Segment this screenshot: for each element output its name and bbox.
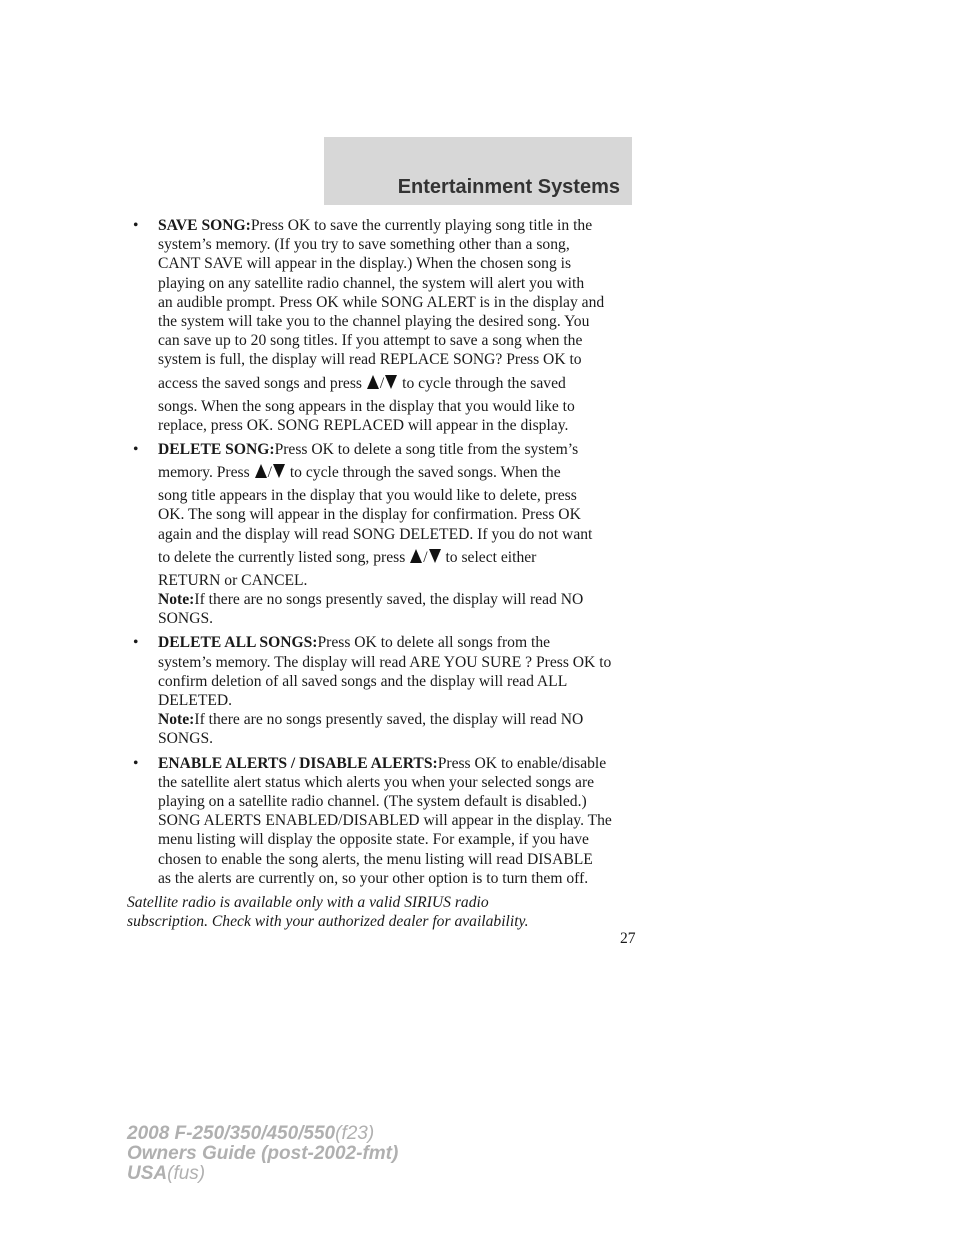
term-save-song: SAVE SONG: <box>158 217 251 234</box>
down-arrow-icon <box>273 464 285 478</box>
footer-model: 2008 F-250/350/450/550 <box>127 1123 336 1144</box>
term-enable-disable-alerts: ENABLE ALERTS / DISABLE ALERTS: <box>158 754 438 772</box>
footer-market-code: (fus) <box>167 1163 206 1184</box>
list-item-delete-song: • DELETE SONG:Press OK to delete a song title from the system’s memory. Press / to cycle through the saved songs. When the song title appears in the display that you would like to delete, press OK. The song will appear in the display for confirmation. Press OK again and the display will read SONG DELETED. If you do not want to delete the currently listed song, press / to select either RETURN or CANCEL. Note:If there are no songs presently saved, the display will read NO SONGS. <box>133 441 593 628</box>
bullet-icon: • <box>133 441 139 459</box>
up-arrow-icon <box>367 375 379 389</box>
list-item-save-song: • SAVE SONG:Press OK to save the currently playing song title in the system’s memory. (If you try to save something other than a song, CANT SAVE will appear in the display.) When the chosen song is playing on any satellite radio channel, the system will alert you with an audible prompt. Press OK while SONG ALERT is in the display and the system will take you to the channel playing the desired song. You can save up to 20 song titles. If you attempt to save a song when the system is full, the display will read REPLACE SONG? Press OK to access the saved songs and press / to cycle through the saved songs. When the song appears in the display that you would like to replace, press OK. SONG REPLACED will appear in the display. <box>133 217 605 434</box>
up-arrow-icon <box>410 549 422 563</box>
document-footer <box>127 1124 398 1184</box>
page-content <box>127 216 637 932</box>
footer-model-code: (f23) <box>335 1123 375 1144</box>
arrow-separator: / <box>423 548 428 566</box>
footer-guide: Owners Guide (post-2002-fmt) <box>127 1143 399 1164</box>
term-delete-all-songs: DELETE ALL SONGS: <box>158 634 318 652</box>
up-arrow-icon <box>255 464 267 478</box>
bullet-icon: • <box>133 217 139 234</box>
arrow-separator: / <box>379 374 385 392</box>
bullet-icon: • <box>133 634 139 652</box>
header-bar <box>324 137 632 205</box>
term-delete-song: DELETE SONG: <box>158 441 275 459</box>
down-arrow-icon <box>385 375 397 389</box>
footer-market: USA <box>127 1163 168 1184</box>
note-label: Note: <box>158 591 195 609</box>
note-label: Note: <box>158 711 195 729</box>
page-number: 27 <box>620 930 636 947</box>
section-title: Entertainment Systems <box>397 176 620 198</box>
list-item-enable-disable-alerts: • ENABLE ALERTS / DISABLE ALERTS:Press OK to enable/disable the satellite alert status which alerts you when your selected songs are playing on a satellite radio channel. (The system default is disabled.) SONG ALERTS ENABLED/DISABLED will appear in the display. The menu listing will display the opposite state. For example, if you have chosen to enable the song alerts, the menu listing will read DISABLE as the alerts are currently on, so your other option is to turn them off. <box>133 754 612 887</box>
list-item-delete-all-songs: • DELETE ALL SONGS:Press OK to delete all songs from the system’s memory. The display will read ARE YOU SURE ? Press OK to confirm deletion of all saved songs and the display will read ALL DELETED. Note:If there are no songs presently saved, the display will read NO SONGS. <box>133 634 612 748</box>
down-arrow-icon <box>429 549 441 563</box>
bullet-icon: • <box>133 754 139 772</box>
arrow-separator: / <box>267 464 272 482</box>
closing-note: Satellite radio is available only with a valid SIRIUS radio subscription. Check with your authorized dealer for availability. <box>127 894 529 931</box>
